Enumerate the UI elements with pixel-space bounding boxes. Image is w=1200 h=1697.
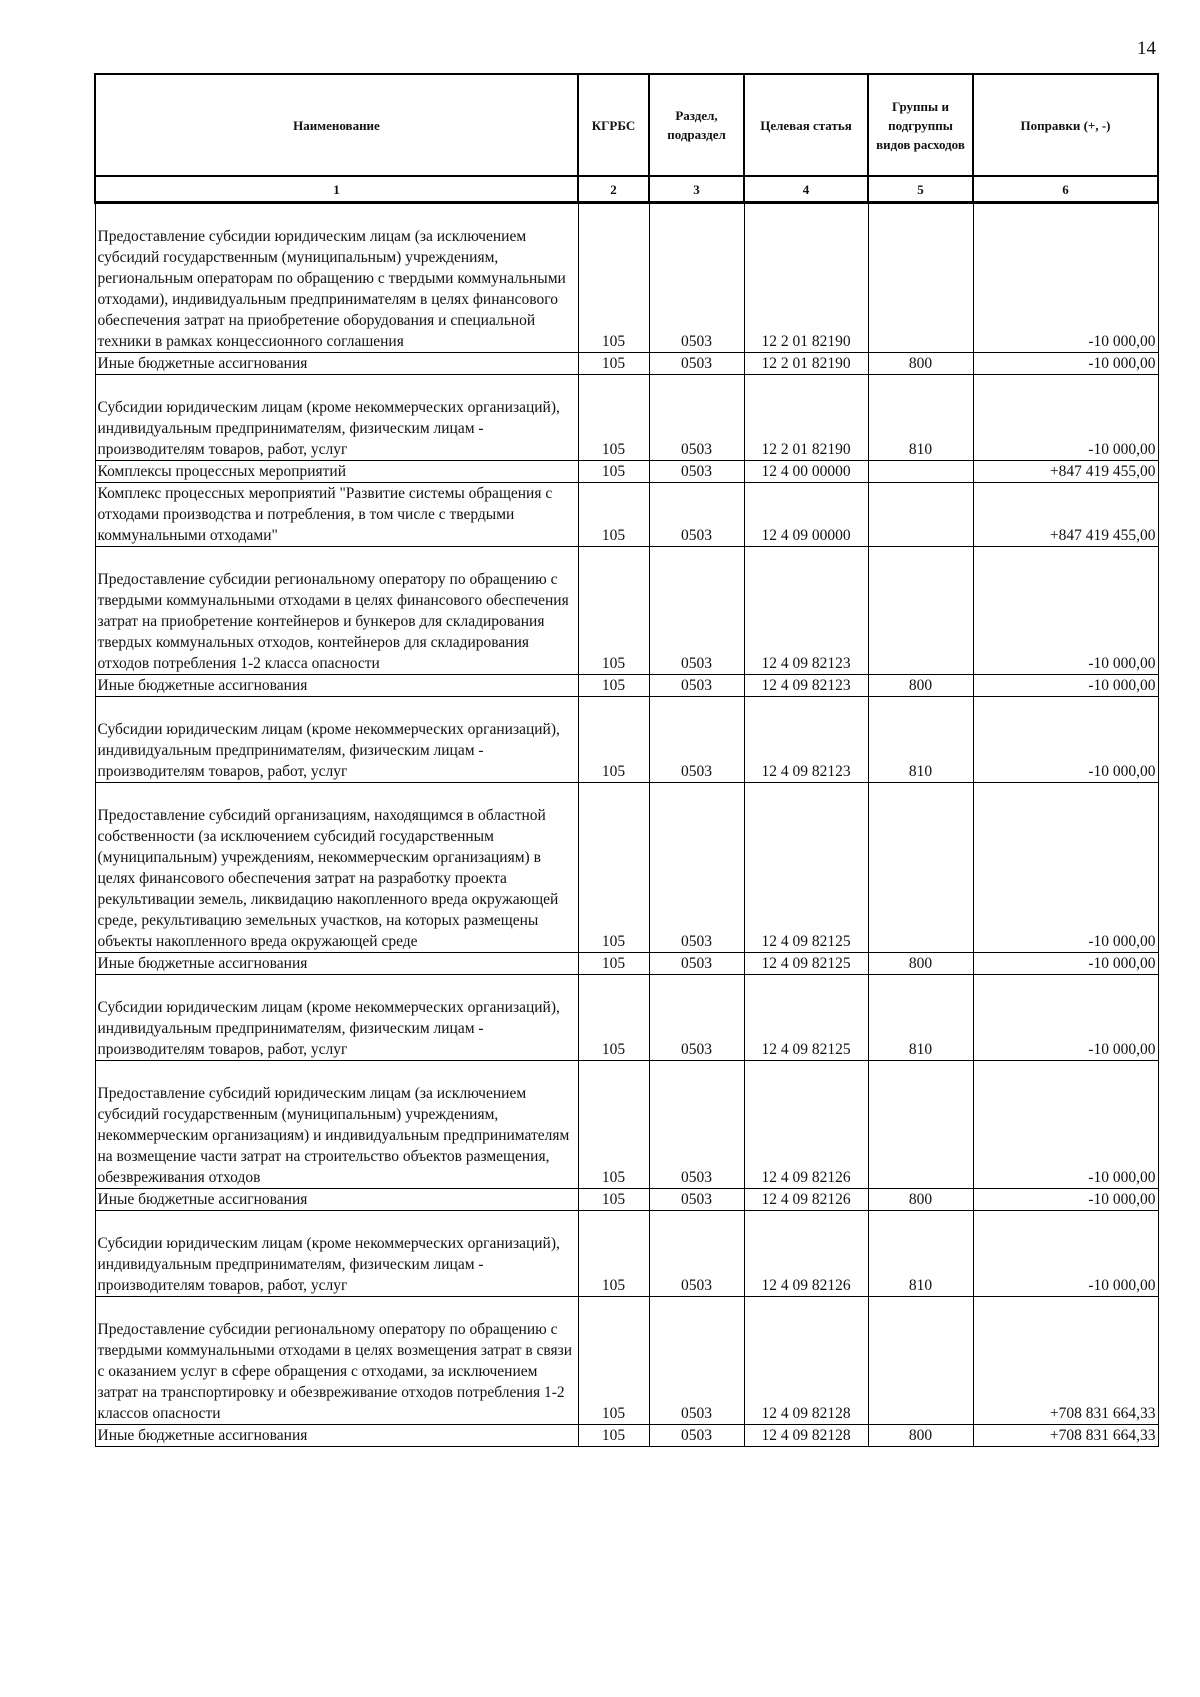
row-group: 810: [868, 375, 973, 461]
table-row: [95, 375, 1158, 461]
row-name: Субсидии юридическим лицам (кроме некоммерческих организаций), индивидуальным предпринимателям, физическим лицам - производителям товаров, работ, услуг: [95, 697, 578, 783]
table-row: [95, 1061, 1158, 1189]
row-amount: -10 000,00: [973, 675, 1158, 697]
row-kgrbs: 105: [578, 1189, 649, 1211]
row-group: [868, 1061, 973, 1189]
row-name: Предоставление субсидии юридическим лицам (за исключением субсидий государственным (муниципальным) учреждениям, региональным операторам по обращению с твердыми коммунальными отходами), индивидуальным предпринимателям в целях финансового обеспечения затрат на приобретение оборудования и специальной техники в рамках концессионного соглашения: [95, 203, 578, 353]
row-amount: +847 419 455,00: [973, 461, 1158, 483]
row-amount: -10 000,00: [973, 953, 1158, 975]
row-name: Иные бюджетные ассигнования: [95, 1189, 578, 1211]
row-name: Субсидии юридическим лицам (кроме некоммерческих организаций), индивидуальным предпринимателям, физическим лицам - производителям товаров, работ, услуг: [95, 1211, 578, 1297]
table-row: [95, 675, 1158, 697]
row-kgrbs: 105: [578, 1425, 649, 1447]
table-row: [95, 1189, 1158, 1211]
row-article: 12 4 09 82128: [744, 1425, 868, 1447]
header-expense-group: Группы и подгруппы видов расходов: [868, 74, 973, 176]
row-kgrbs: 105: [578, 1297, 649, 1425]
row-section: 0503: [649, 953, 744, 975]
header-amendments: Поправки (+, -): [973, 74, 1158, 176]
table-row: [95, 203, 1158, 353]
row-article: 12 2 01 82190: [744, 375, 868, 461]
row-amount: -10 000,00: [973, 975, 1158, 1061]
column-number: 1: [95, 176, 578, 203]
table-row: [95, 1425, 1158, 1447]
table-row: [95, 975, 1158, 1061]
row-amount: -10 000,00: [973, 203, 1158, 353]
row-group: 810: [868, 975, 973, 1061]
row-amount: -10 000,00: [973, 697, 1158, 783]
row-group: [868, 547, 973, 675]
column-number: 4: [744, 176, 868, 203]
row-kgrbs: 105: [578, 675, 649, 697]
row-article: 12 2 01 82190: [744, 353, 868, 375]
row-section: 0503: [649, 1425, 744, 1447]
row-amount: -10 000,00: [973, 547, 1158, 675]
column-number-row: [95, 176, 1158, 203]
row-group: 800: [868, 1425, 973, 1447]
row-section: 0503: [649, 975, 744, 1061]
row-group: 800: [868, 675, 973, 697]
row-section: 0503: [649, 1061, 744, 1189]
column-number: 2: [578, 176, 649, 203]
row-group: 800: [868, 1189, 973, 1211]
row-kgrbs: 105: [578, 953, 649, 975]
row-amount: +708 831 664,33: [973, 1425, 1158, 1447]
row-section: 0503: [649, 461, 744, 483]
row-article: 12 2 01 82190: [744, 203, 868, 353]
row-article: 12 4 00 00000: [744, 461, 868, 483]
header-section: Раздел, подраздел: [649, 74, 744, 176]
row-kgrbs: 105: [578, 975, 649, 1061]
row-group: [868, 461, 973, 483]
row-section: 0503: [649, 1211, 744, 1297]
row-kgrbs: 105: [578, 483, 649, 547]
row-name: Предоставление субсидий юридическим лицам (за исключением субсидий государственным (муниципальным) учреждениям, некоммерческим организациям) и индивидуальным предпринимателям на возмещение части затрат на строительство объектов размещения, обезвреживания отходов: [95, 1061, 578, 1189]
column-number: 3: [649, 176, 744, 203]
row-kgrbs: 105: [578, 1211, 649, 1297]
row-name: Комплексы процессных мероприятий: [95, 461, 578, 483]
page-number: 14: [1137, 38, 1156, 59]
row-name: Иные бюджетные ассигнования: [95, 353, 578, 375]
row-amount: +708 831 664,33: [973, 1297, 1158, 1425]
row-name: Предоставление субсидии региональному оператору по обращению с твердыми коммунальными отходами в целях возмещения затрат в связи с оказанием услуг в сфере обращения с отходами, за исключением затрат на транспортировку и обезвреживание отходов потребления 1-2 классов опасности: [95, 1297, 578, 1425]
row-section: 0503: [649, 1297, 744, 1425]
row-section: 0503: [649, 783, 744, 953]
row-kgrbs: 105: [578, 461, 649, 483]
table-row: [95, 697, 1158, 783]
row-group: 810: [868, 697, 973, 783]
row-name: Комплекс процессных мероприятий "Развитие системы обращения с отходами производства и потребления, в том числе с твердыми коммунальными отходами": [95, 483, 578, 547]
row-kgrbs: 105: [578, 353, 649, 375]
table-row: [95, 783, 1158, 953]
row-amount: -10 000,00: [973, 1189, 1158, 1211]
row-group: [868, 783, 973, 953]
row-section: 0503: [649, 203, 744, 353]
table-header-row: [95, 74, 1158, 176]
row-kgrbs: 105: [578, 375, 649, 461]
row-article: 12 4 09 82128: [744, 1297, 868, 1425]
table-row: [95, 547, 1158, 675]
row-kgrbs: 105: [578, 697, 649, 783]
row-section: 0503: [649, 1189, 744, 1211]
row-name: Иные бюджетные ассигнования: [95, 675, 578, 697]
row-group: [868, 483, 973, 547]
row-article: 12 4 09 00000: [744, 483, 868, 547]
row-article: 12 4 09 82123: [744, 675, 868, 697]
row-article: 12 4 09 82125: [744, 783, 868, 953]
row-article: 12 4 09 82126: [744, 1061, 868, 1189]
header-name: Наименование: [95, 74, 578, 176]
column-number: 6: [973, 176, 1158, 203]
row-name: Иные бюджетные ассигнования: [95, 1425, 578, 1447]
row-group: 810: [868, 1211, 973, 1297]
row-group: [868, 203, 973, 353]
row-name: Иные бюджетные ассигнования: [95, 953, 578, 975]
row-kgrbs: 105: [578, 203, 649, 353]
row-section: 0503: [649, 675, 744, 697]
row-name: Субсидии юридическим лицам (кроме некоммерческих организаций), индивидуальным предпринимателям, физическим лицам - производителям товаров, работ, услуг: [95, 975, 578, 1061]
row-section: 0503: [649, 353, 744, 375]
row-group: [868, 1297, 973, 1425]
row-name: Предоставление субсидий организациям, находящимся в областной собственности (за исключением субсидий государственным (муниципальным) учреждениям, некоммерческим организациям) в целях финансового обеспечения затрат на разработку проекта рекультивации земель, ликвидацию накопленного вреда окружающей среде, рекультивацию земельных участков, на которых размещены объекты накопленного вреда окружающей среде: [95, 783, 578, 953]
table-row: [95, 1211, 1158, 1297]
row-section: 0503: [649, 547, 744, 675]
row-article: 12 4 09 82126: [744, 1189, 868, 1211]
row-name: Предоставление субсидии региональному оператору по обращению с твердыми коммунальными отходами в целях финансового обеспечения затрат на приобретение контейнеров и бункеров для складирования твердых коммунальных отходов, контейнеров для складирования отходов потребления 1-2 класса опасности: [95, 547, 578, 675]
row-section: 0503: [649, 483, 744, 547]
row-amount: -10 000,00: [973, 783, 1158, 953]
row-kgrbs: 105: [578, 547, 649, 675]
header-article: Целевая статья: [744, 74, 868, 176]
row-amount: +847 419 455,00: [973, 483, 1158, 547]
table-row: [95, 1297, 1158, 1425]
budget-amendments-table: [94, 73, 1159, 1447]
row-name: Субсидии юридическим лицам (кроме некоммерческих организаций), индивидуальным предпринимателям, физическим лицам - производителям товаров, работ, услуг: [95, 375, 578, 461]
row-group: 800: [868, 353, 973, 375]
row-amount: -10 000,00: [973, 353, 1158, 375]
column-number: 5: [868, 176, 973, 203]
row-section: 0503: [649, 375, 744, 461]
row-kgrbs: 105: [578, 1061, 649, 1189]
row-kgrbs: 105: [578, 783, 649, 953]
table-row: [95, 953, 1158, 975]
row-group: 800: [868, 953, 973, 975]
row-amount: -10 000,00: [973, 375, 1158, 461]
row-article: 12 4 09 82123: [744, 697, 868, 783]
row-article: 12 4 09 82125: [744, 953, 868, 975]
row-amount: -10 000,00: [973, 1211, 1158, 1297]
row-section: 0503: [649, 697, 744, 783]
header-kgrbs: КГРБС: [578, 74, 649, 176]
row-amount: -10 000,00: [973, 1061, 1158, 1189]
row-article: 12 4 09 82125: [744, 975, 868, 1061]
table-row: [95, 353, 1158, 375]
table-row: [95, 483, 1158, 547]
row-article: 12 4 09 82123: [744, 547, 868, 675]
table-row: [95, 461, 1158, 483]
row-article: 12 4 09 82126: [744, 1211, 868, 1297]
